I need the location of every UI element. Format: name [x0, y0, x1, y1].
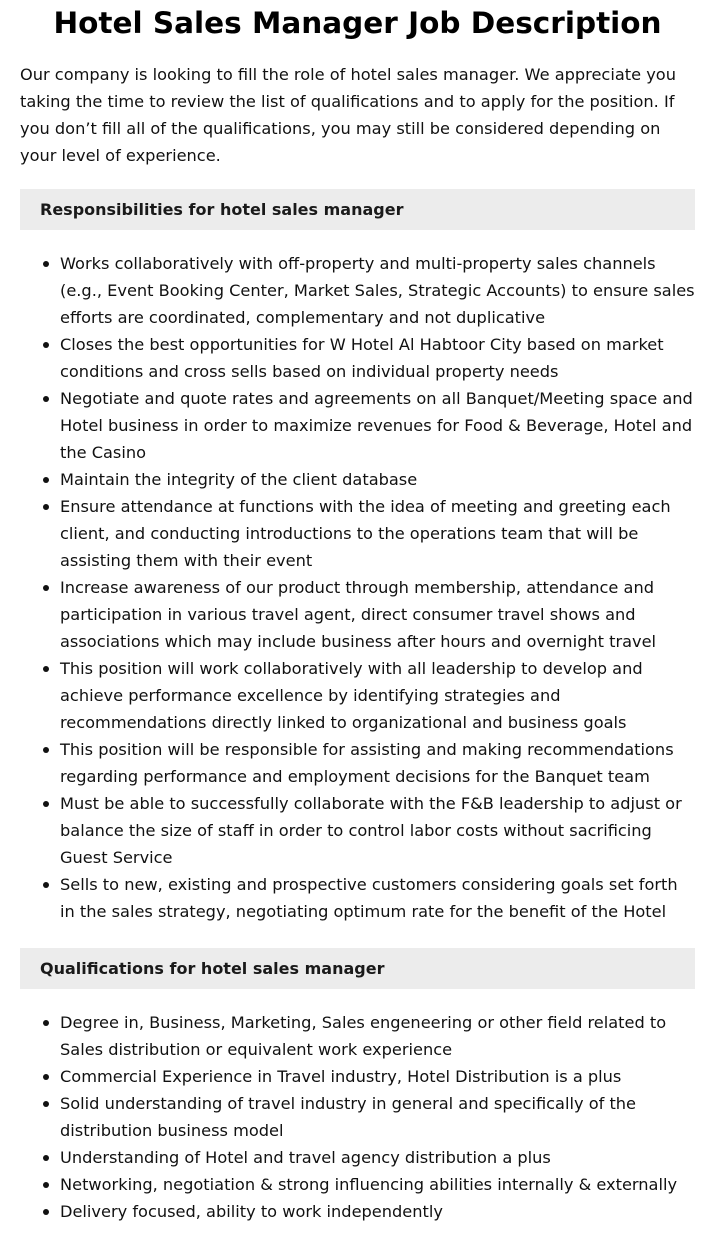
qualification-item: Delivery focused, ability to work independently	[60, 1198, 695, 1225]
intro-paragraph: Our company is looking to fill the role of hotel sales manager. We appreciate you taking the time to review the list of qualifications and to apply for the position. If you don’t fill all of the qualifications, you may still be considered depending on your level of experience.	[20, 65, 676, 165]
responsibility-item: Sells to new, existing and prospective customers considering goals set forth in the sales strategy, negotiating optimum rate for the benefit of the Hotel	[60, 871, 695, 925]
responsibility-item: Increase awareness of our product through membership, attendance and participation in various travel agent, direct consumer travel shows and associations which may include business after hours and overnight travel	[60, 574, 695, 655]
page-title: Hotel Sales Manager Job Description	[53, 6, 662, 40]
responsibility-item: Maintain the integrity of the client database	[60, 466, 695, 493]
responsibility-item: Works collaboratively with off-property and multi-property sales channels (e.g., Event Booking Center, Market Sales, Strategic Accounts) to ensure sales efforts are coordinated, complementary and not duplicative	[60, 250, 695, 331]
responsibility-item: This position will be responsible for assisting and making recommendations regarding performance and employment decisions for the Banquet team	[60, 736, 695, 790]
responsibility-item: Must be able to successfully collaborate with the F&B leadership to adjust or balance the size of staff in order to control labor costs without sacrificing Guest Service	[60, 790, 695, 871]
qualification-item: Degree in, Business, Marketing, Sales engeneering or other field related to Sales distribution or equivalent work experience	[60, 1009, 695, 1063]
responsibilities-heading: Responsibilities for hotel sales manager	[20, 189, 695, 230]
qualification-item: Understanding of Hotel and travel agency distribution a plus	[60, 1144, 695, 1171]
responsibility-item: Closes the best opportunities for W Hotel Al Habtoor City based on market conditions and cross sells based on individual property needs	[60, 331, 695, 385]
qualifications-list	[20, 1009, 695, 1225]
qualification-item: Commercial Experience in Travel industry, Hotel Distribution is a plus	[60, 1063, 695, 1090]
responsibility-item: Ensure attendance at functions with the idea of meeting and greeting each client, and conducting introductions to the operations team that will be assisting them with their event	[60, 493, 695, 574]
qualifications-heading: Qualifications for hotel sales manager	[20, 948, 695, 989]
responsibilities-list	[20, 250, 695, 925]
qualification-item: Solid understanding of travel industry in general and specifically of the distribution business model	[60, 1090, 695, 1144]
responsibility-item: Negotiate and quote rates and agreements on all Banquet/Meeting space and Hotel business in order to maximize revenues for Food & Beverage, Hotel and the Casino	[60, 385, 695, 466]
responsibility-item: This position will work collaboratively with all leadership to develop and achieve performance excellence by identifying strategies and recommendations directly linked to organizational and business goals	[60, 655, 695, 736]
qualification-item: Networking, negotiation & strong influencing abilities internally & externally	[60, 1171, 695, 1198]
